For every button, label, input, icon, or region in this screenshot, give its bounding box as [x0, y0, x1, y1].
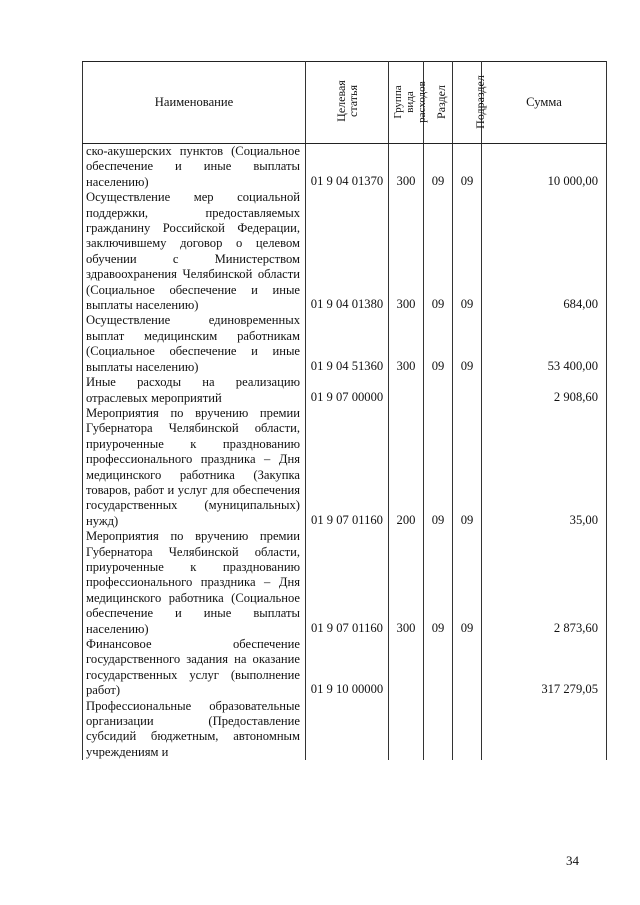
page-number: 34 [566, 853, 579, 868]
table-row [83, 190, 607, 313]
header-name: Наименование [83, 62, 306, 144]
row-group: 300 [389, 313, 424, 375]
table-row [83, 375, 607, 406]
table-header [83, 62, 607, 144]
row-name: Иные расходы на реализацию отраслевых мероприятий [83, 375, 306, 406]
row-sum [482, 699, 607, 761]
header-target-article: Целевая статья [306, 62, 389, 144]
row-group: 300 [389, 529, 424, 637]
row-section [424, 637, 453, 699]
row-code: 01 9 04 01380 [306, 190, 389, 313]
row-code: 01 9 04 01370 [306, 144, 389, 191]
row-subsection: 09 [453, 313, 482, 375]
row-group: 200 [389, 406, 424, 529]
table-row [83, 144, 607, 191]
row-name: Мероприятия по вручению премии Губернатора Челябинской области, приуроченные к празднованию профессионального праздника – Дня медицинского работника (Закупка товаров, работ и услуг для обеспечения государственных (муниципальных) нужд) [83, 406, 306, 529]
row-section [424, 375, 453, 406]
row-group: 300 [389, 190, 424, 313]
header-sum: Сумма [482, 62, 607, 144]
row-section: 09 [424, 313, 453, 375]
row-group [389, 637, 424, 699]
row-group [389, 699, 424, 761]
table-row [83, 699, 607, 761]
row-code: 01 9 07 00000 [306, 375, 389, 406]
row-code: 01 9 07 01160 [306, 406, 389, 529]
row-code: 01 9 07 01160 [306, 529, 389, 637]
row-sum: 684,00 [482, 190, 607, 313]
budget-table [82, 61, 607, 760]
row-sum: 2 873,60 [482, 529, 607, 637]
row-name: Осуществление мер социальной поддержки, предоставляемых гражданину Российской Федерации, заключившему договор о целевом обучении с Министерством здравоохранения Челябинской области (Социальное обеспечение и иные выплаты населению) [83, 190, 306, 313]
row-name: Мероприятия по вручению премии Губернатора Челябинской области, приуроченные к празднованию профессионального праздника – Дня медицинского работника (Социальное обеспечение и иные выплаты населению) [83, 529, 306, 637]
row-sum: 53 400,00 [482, 313, 607, 375]
row-subsection [453, 375, 482, 406]
row-section [424, 699, 453, 761]
row-group: 300 [389, 144, 424, 191]
row-section: 09 [424, 190, 453, 313]
row-sum: 2 908,60 [482, 375, 607, 406]
row-name: Профессиональные образовательные организации (Предоставление субсидий бюджетным, автономным учреждениям и [83, 699, 306, 761]
table-row [83, 313, 607, 375]
row-sum: 317 279,05 [482, 637, 607, 699]
row-group [389, 375, 424, 406]
header-section: Раздел [424, 62, 453, 144]
table-row [83, 529, 607, 637]
row-subsection: 09 [453, 190, 482, 313]
row-subsection: 09 [453, 144, 482, 191]
row-code: 01 9 10 00000 [306, 637, 389, 699]
row-subsection [453, 699, 482, 761]
row-sum: 10 000,00 [482, 144, 607, 191]
row-section: 09 [424, 144, 453, 191]
row-subsection: 09 [453, 529, 482, 637]
table-row [83, 406, 607, 529]
table-body [83, 144, 607, 761]
row-name: ско-акушерских пунктов (Социальное обеспечение и иные выплаты населению) [83, 144, 306, 191]
row-section: 09 [424, 406, 453, 529]
row-name: Осуществление единовременных выплат медицинским работникам (Социальное обеспечение и иные выплаты населению) [83, 313, 306, 375]
row-code [306, 699, 389, 761]
row-sum: 35,00 [482, 406, 607, 529]
row-name: Финансовое обеспечение государственного задания на оказание государственных услуг (выполнение работ) [83, 637, 306, 699]
header-subsection: Подраздел [453, 62, 482, 144]
row-code: 01 9 04 51360 [306, 313, 389, 375]
row-section: 09 [424, 529, 453, 637]
table-row [83, 637, 607, 699]
row-subsection: 09 [453, 406, 482, 529]
row-subsection [453, 637, 482, 699]
header-expense-group: Группа вида расходов [389, 62, 424, 144]
